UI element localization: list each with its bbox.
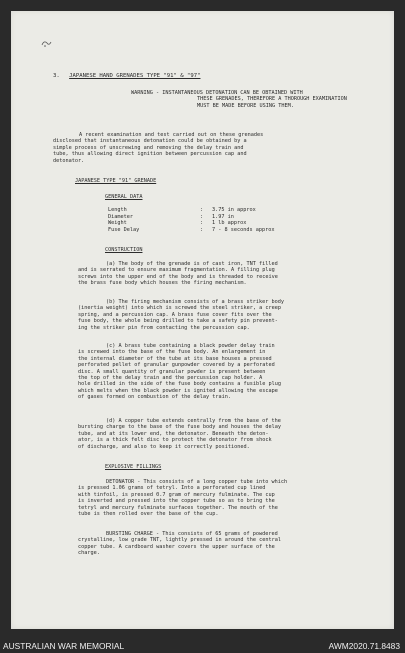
data-row: Fuse Delay : 7 - 8 seconds approx: [108, 226, 275, 233]
data-value: 7 - 8 seconds approx: [212, 226, 275, 233]
data-row: Length : 3.75 in approx: [108, 207, 256, 213]
general-data-table: [108, 207, 274, 233]
data-value: 1.97 in: [212, 213, 234, 220]
heading-number: 3.: [53, 73, 60, 79]
construction-heading: CONSTRUCTION: [105, 247, 143, 253]
text-line: fuse body, the whole being drilled to take a safety pin prevent-: [78, 318, 278, 325]
document-page: [11, 11, 394, 629]
text-line: copper tube. A cardboard washer covers the upper surface of the: [78, 543, 275, 550]
text-line: and is serrated to ensure maximum fragmentation. A filling plug: [78, 267, 275, 274]
text-line: (inertia weight) into which is screwed the steel striker, a creep: [78, 305, 282, 312]
warning-block: [131, 90, 371, 109]
explosive-fillings-heading: EXPLOSIVE FILLINGS: [105, 464, 162, 470]
text-line: with tinfoil, is pressed 0.7 gram of mercury fulminate. The cup: [78, 491, 275, 498]
data-row: Diameter : 1.97 in: [108, 213, 234, 220]
text-line: crystalline, low grade TNT, lightly pressed in around the central: [78, 537, 282, 544]
text-line: (b) The firing mechanism consists of a brass striker body: [106, 299, 285, 305]
paragraph-d: [78, 418, 281, 450]
text-line: (d) A copper tube extends centrally from the base of the: [106, 418, 281, 424]
data-key: Fuse Delay: [108, 226, 140, 233]
text-line: which melts when the black powder is ignited allowing the escape: [78, 387, 278, 394]
section-heading: [53, 73, 200, 79]
general-data-heading: GENERAL DATA: [105, 194, 143, 200]
footer-accession-number: AWM2020.71.8483: [328, 641, 400, 651]
paragraph-b: [78, 299, 284, 331]
text-line: ator, is a thick felt disc to protect the detonator from shock: [78, 437, 272, 444]
text-line: bursting charge to the base of the fuse body and houses the delay: [78, 424, 282, 431]
text-line: disclosed that instantaneous detonation could be obtained by a: [53, 138, 247, 145]
paragraph-a: [78, 261, 278, 287]
text-line: tetryl and mercury fulminate surfaces together. The mouth of the: [78, 504, 278, 511]
text-line: is screwed into the base of the fuse body. An enlargement in: [78, 349, 266, 356]
data-key: Weight: [108, 220, 127, 227]
text-line: DETONATOR - This consists of a long copper tube into which: [106, 479, 288, 485]
text-line: the brass fuse body which houses the firing mechanism.: [78, 280, 247, 287]
data-row: Weight : 1 lb approx: [108, 220, 247, 227]
text-line: the internal diameter of the tube at its base houses a pressed: [78, 355, 272, 362]
text-line: perforated pellet of granular gunpowder covered by a perforated: [78, 362, 275, 369]
text-line: of discharge, and also to keep it correctly positioned.: [78, 443, 250, 450]
text-line: spring, and a percussion cap. A brass fuse cover fits over the: [78, 311, 272, 318]
text-line: is pressed 1.06 grams of tetryl. Into a perforated cup lined: [78, 485, 266, 492]
text-line: ing the striker pin from contacting the percussion cap.: [78, 324, 250, 331]
archive-footer: [0, 638, 405, 653]
warning-line: THESE GRENADES, THEREFORE A THOROUGH EXAMINATION: [197, 96, 347, 103]
heading-title: JAPANESE HAND GRENADES TYPE "91" & "97": [69, 73, 201, 79]
text-line: simple process of unscrewing and removing the delay train and: [53, 144, 244, 151]
warning-line: MUST BE MADE BEFORE USING THEM.: [197, 102, 294, 109]
text-line: disc. A small quantity of granular powder is present between: [78, 368, 266, 375]
text-line: charge.: [78, 550, 100, 557]
text-line: tube is then rolled over the base of the cup.: [78, 511, 219, 518]
text-line: screws into the upper end of the body and is threaded to receive: [78, 273, 278, 280]
data-key: Length: [108, 207, 127, 213]
text-line: is inverted and pressed into the copper tube so as to bring the: [78, 498, 275, 505]
text-line: BURSTING CHARGE - This consists of 65 grams of powdered: [106, 531, 278, 537]
text-line: of gases formed on combustion of the delay train.: [78, 394, 232, 401]
data-value: 1 lb approx: [212, 220, 247, 227]
text-line: tube, thus allowing direct ignition between percussion cap and: [53, 151, 247, 158]
text-line: hole drilled in the side of the fuse body contains a fusible plug: [78, 381, 282, 388]
footer-institution: AUSTRALIAN WAR MEMORIAL: [3, 641, 125, 651]
warning-line: WARNING - INSTANTANEOUS DETONATION CAN BE OBTAINED WITH: [131, 90, 303, 96]
bursting-charge-paragraph: [78, 531, 281, 557]
text-line: the top of the delay train and the percussion cap holder. A: [78, 375, 263, 382]
document-text: [11, 11, 394, 629]
intro-paragraph: [53, 132, 263, 164]
data-key: Diameter: [108, 213, 133, 220]
text-line: (a) The body of the grenade is of cast iron, TNT filled: [106, 261, 278, 267]
text-line: (c) A brass tube containing a black powder delay train: [106, 343, 275, 349]
paragraph-c: [78, 343, 281, 401]
text-line: detonator.: [53, 157, 85, 164]
detonator-paragraph: [78, 479, 287, 517]
text-line: A recent examination and test carried out on these grenades: [79, 132, 264, 138]
data-value: 3.75 in approx: [212, 207, 256, 213]
text-line: tube, and at its lower end, the detonator. Beneath the deton-: [78, 430, 269, 437]
type91-heading: JAPANESE TYPE "91" GRENADE: [75, 178, 157, 184]
